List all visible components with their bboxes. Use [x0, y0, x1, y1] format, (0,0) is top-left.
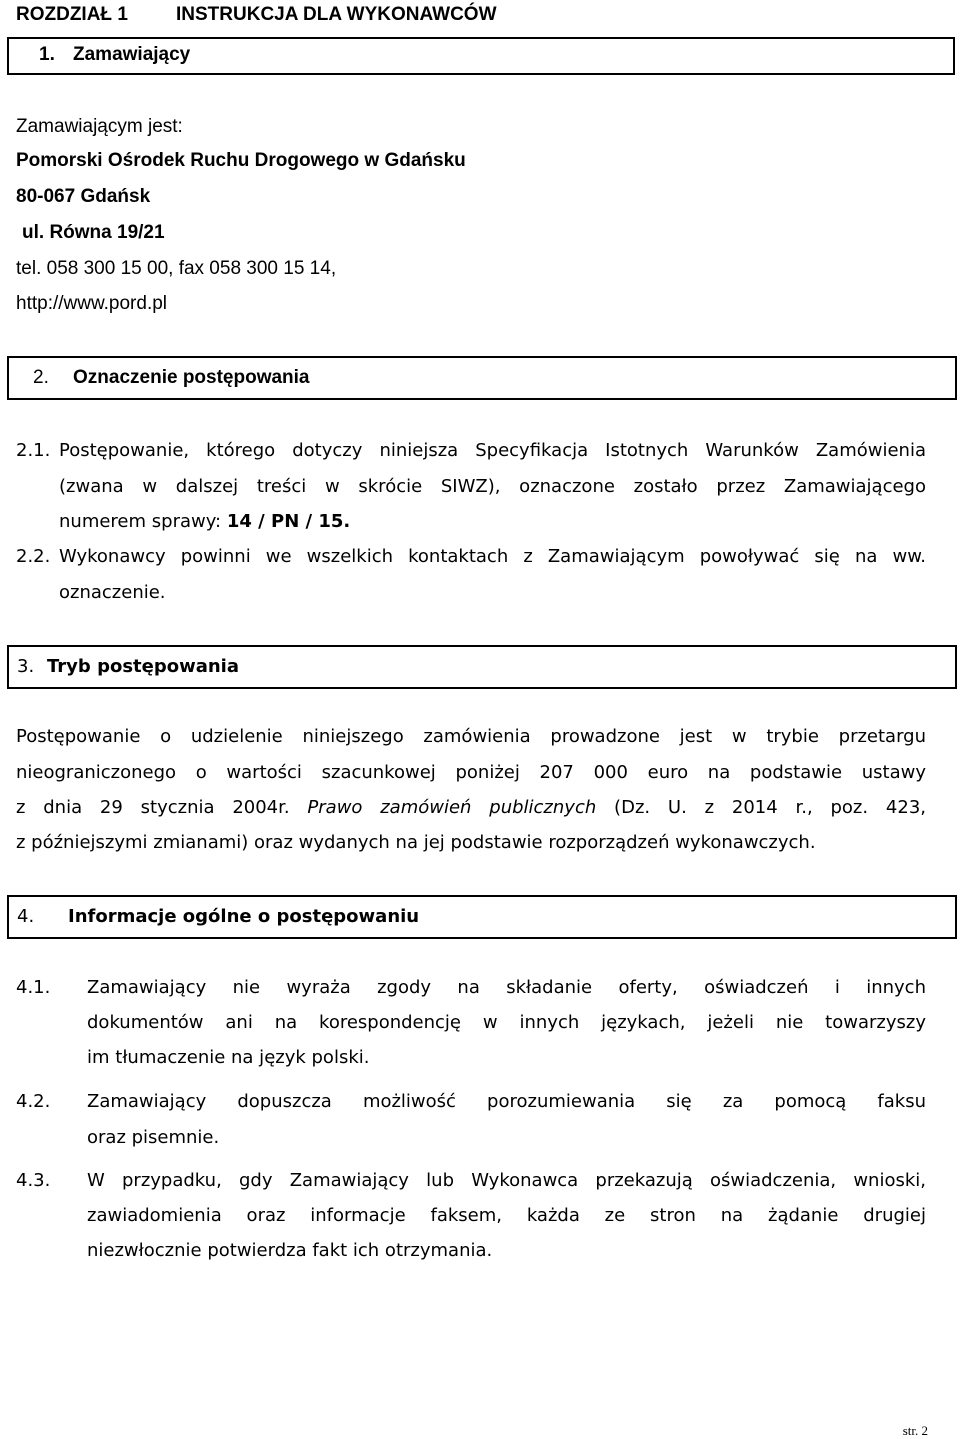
contracting-phone: tel. 058 300 15 00, fax 058 300 15 14,: [16, 258, 337, 279]
case-number-label: numerem sprawy:: [59, 511, 227, 532]
contracting-name: Pomorski Ośrodek Ruchu Drogowego w Gdańsku: [16, 150, 466, 171]
section-3-heading-box: [7, 645, 957, 689]
chapter-label: ROZDZIAŁ 1: [16, 4, 128, 25]
case-number: 14 / PN / 15.: [226, 511, 351, 532]
contracting-intro: Zamawiającym jest:: [16, 116, 183, 137]
item-4-2-number: 4.2.: [16, 1091, 51, 1112]
procedure-line-1: Postępowanie o udzielenie niniejszego zamówienia prowadzone jest w trybie przetargu: [16, 726, 926, 747]
section-1-heading-box: [7, 37, 955, 75]
section-2-heading: Oznaczenie postępowania: [73, 367, 310, 388]
chapter-title: INSTRUKCJA DLA WYKONAWCÓW: [176, 4, 497, 25]
item-2-1-number: 2.1.: [16, 440, 51, 461]
section-3-number: 3.: [17, 656, 35, 677]
item-4-3-line-2: zawiadomienia oraz informacje faksem, każda ze stron na żądanie drugiej: [87, 1205, 926, 1226]
procedure-line-3: [16, 797, 926, 818]
page-number: str. 2: [902, 1423, 928, 1438]
item-4-3-line-3: niezwłocznie potwierdza fakt ich otrzymania.: [87, 1240, 493, 1261]
item-2-1-line-1: Postępowanie, którego dotyczy niniejsza Specyfikacja Istotnych Warunków Zamówienia: [59, 440, 926, 461]
item-4-1-number: 4.1.: [16, 977, 51, 998]
item-4-2-line-2: oraz pisemnie.: [87, 1127, 220, 1148]
section-2-heading-box: [7, 356, 957, 400]
contracting-website: http://www.pord.pl: [16, 293, 168, 314]
item-4-2-line-1: Zamawiający dopuszcza możliwość porozumiewania się za pomocą faksu: [87, 1091, 926, 1112]
section-4-heading: Informacje ogólne o postępowaniu: [68, 906, 420, 927]
procedure-law-reference: (Dz. U. z 2014 r., poz. 423,: [596, 797, 926, 818]
contracting-postal: 80-067 Gdańsk: [16, 186, 151, 207]
item-4-3-line-1: W przypadku, gdy Zamawiający lub Wykonawca przekazują oświadczenia, wnioski,: [87, 1170, 926, 1191]
item-2-2-line-1: Wykonawcy powinni we wszelkich kontaktach z Zamawiającym powoływać się na ww.: [59, 546, 926, 567]
item-2-1-line-3: [59, 511, 350, 532]
procedure-line-2: nieograniczonego o wartości szacunkowej poniżej 207 000 euro na podstawie ustawy: [16, 762, 926, 783]
item-2-1-line-2: (zwana w dalszej treści w skrócie SIWZ), oznaczone zostało przez Zamawiającego: [59, 476, 926, 497]
section-4-number: 4.: [17, 906, 35, 927]
item-4-1-line-1: Zamawiający nie wyraża zgody na składanie oferty, oświadczeń i innych: [87, 977, 926, 998]
section-1-heading: Zamawiający: [73, 44, 191, 65]
procedure-law-title: Prawo zamówień publicznych: [307, 797, 597, 818]
section-3-heading: Tryb postępowania: [47, 656, 239, 677]
item-4-3-number: 4.3.: [16, 1170, 51, 1191]
procedure-line-4: z późniejszymi zmianami) oraz wydanych na jej podstawie rozporządzeń wykonawczych.: [16, 832, 816, 853]
item-4-1-line-3: im tłumaczenie na język polski.: [87, 1047, 370, 1068]
section-2-number: 2.: [33, 367, 49, 388]
contracting-street: ul. Równa 19/21: [22, 222, 165, 243]
item-2-2-number: 2.2.: [16, 546, 51, 567]
section-4-heading-box: [7, 895, 957, 939]
procedure-date: z dnia 29 stycznia 2004r.: [16, 797, 308, 818]
item-4-1-line-2: dokumentów ani na korespondencję w innych językach, jeżeli nie towarzyszy: [87, 1012, 926, 1033]
item-2-2-line-2: oznaczenie.: [59, 582, 166, 603]
section-1-number: 1.: [39, 44, 55, 65]
